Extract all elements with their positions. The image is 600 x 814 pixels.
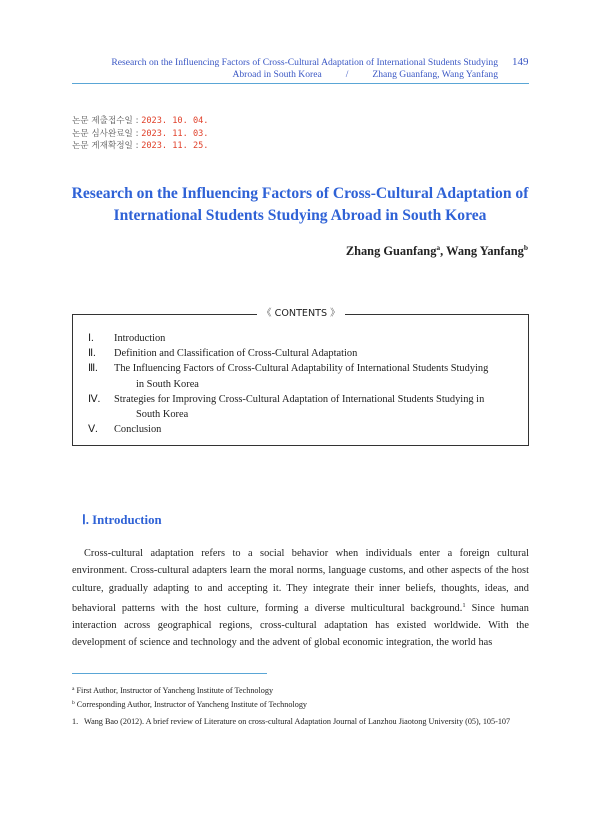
toc-item-definition[interactable]	[88, 346, 529, 361]
page-number: 149	[512, 56, 529, 68]
header-divider	[72, 83, 529, 84]
running-head	[58, 57, 498, 81]
toc-number: Ⅲ.	[88, 363, 98, 375]
title-line2: International Students Studying Abroad in South Korea	[113, 207, 487, 224]
toc-item-influencing-factors[interactable]	[88, 361, 529, 391]
running-head-title-end: Abroad in South Korea	[232, 69, 322, 80]
date-reviewed	[72, 128, 208, 141]
contents-label: 《 CONTENTS 》	[257, 307, 345, 321]
toc-item-introduction[interactable]	[88, 331, 529, 346]
footnote-ref-mark[interactable]: 1	[462, 601, 466, 609]
toc-title: Introduction	[114, 333, 166, 344]
footnote-mark: a	[72, 686, 75, 692]
date-submitted	[72, 115, 208, 128]
toc-number: Ⅱ.	[88, 348, 96, 360]
footnote-corresponding-author	[72, 697, 307, 711]
toc-item-conclusion[interactable]	[88, 422, 529, 437]
toc-number: Ⅰ.	[88, 333, 94, 344]
author-footnotes	[72, 683, 307, 711]
author-corresponding-mark: b	[523, 243, 528, 252]
toc-title: Definition and Classification of Cross-Cultural Adaptation	[114, 348, 358, 360]
date-label: 논문 게재확정일 :	[72, 141, 142, 152]
paper-title	[40, 183, 560, 227]
author-corresponding: Wang Yanfang	[446, 244, 524, 258]
author-first-mark: a	[436, 243, 441, 252]
date-value: 2023. 11. 25.	[141, 141, 209, 152]
page-header	[0, 0, 600, 86]
footnote-text: First Author, Instructor of Yancheng Institute of Technology	[74, 686, 274, 695]
reference-number: 1.	[72, 717, 79, 726]
date-label: 논문 제출접수일 :	[72, 116, 142, 126]
footnote-text: Corresponding Author, Instructor of Yancheng Institute of Technology	[74, 700, 308, 709]
body-paragraph	[72, 545, 529, 652]
running-head-authors: Zhang Guanfang, Wang Yanfang	[372, 69, 498, 80]
table-of-contents	[88, 331, 529, 437]
toc-title-line1: Strategies for Improving Cross-Cultural Adaptation of International Students Studying in	[114, 393, 485, 405]
toc-title-line1: The Influencing Factors of Cross-Cultural Adaptability of International Students Studying	[114, 363, 489, 375]
section-heading-introduction: Ⅰ. Introduction	[82, 513, 162, 527]
paragraph-text-part2: Since human interaction across geographical regions, cross-cultural adaptation has existed worldwide. With the development of science and technology and the advent of global economic integration, the world has	[72, 602, 529, 649]
date-value: 2023. 11. 03.	[141, 128, 209, 139]
date-label: 논문 심사완료일 :	[72, 128, 142, 139]
author-list	[346, 243, 528, 259]
toc-title: Conclusion	[114, 424, 162, 436]
author-first: Zhang Guanfang	[345, 244, 437, 258]
running-head-separator: /	[345, 69, 349, 80]
reference-text: Wang Bao (2012). A brief review of Literature on cross-cultural Adaptation Journal of Lanzhou Jiaotong University (05), 105-107	[84, 717, 511, 726]
toc-title	[114, 361, 529, 391]
author-separator: ,	[440, 244, 447, 258]
toc-title-line2: South Korea	[136, 409, 189, 421]
toc-item-strategies[interactable]	[88, 392, 529, 422]
title-line1: Research on the Influencing Factors of Cross-Cultural Adaptation of	[71, 185, 529, 202]
paragraph-text-part1: Cross-cultural adaptation refers to a social behavior when individuals enter a foreign cultural environment. Cross-cultural adapters learn the moral norms, language customs, and other aspects of the host culture, gradually adapting to and accepting it. They integrate their inner beliefs, thoughts, ideas, and behavioral patterns with the host culture, forming a diverse multicultural background.	[72, 548, 529, 614]
date-accepted	[72, 140, 208, 153]
running-head-line2	[58, 69, 498, 81]
submission-dates	[72, 115, 208, 153]
toc-title-line2: in South Korea	[136, 378, 199, 390]
toc-number: Ⅴ.	[88, 424, 98, 436]
footnote-first-author	[72, 683, 307, 697]
toc-number: Ⅳ.	[88, 393, 101, 405]
footnote-mark: b	[72, 700, 75, 706]
running-head-line1: Research on the Influencing Factors of Cross-Cultural Adaptation of International Students Studying	[111, 57, 498, 68]
toc-title	[114, 392, 529, 422]
reference-footnote	[72, 716, 529, 728]
footnote-divider	[72, 673, 267, 674]
date-value: 2023. 10. 04.	[141, 116, 209, 126]
